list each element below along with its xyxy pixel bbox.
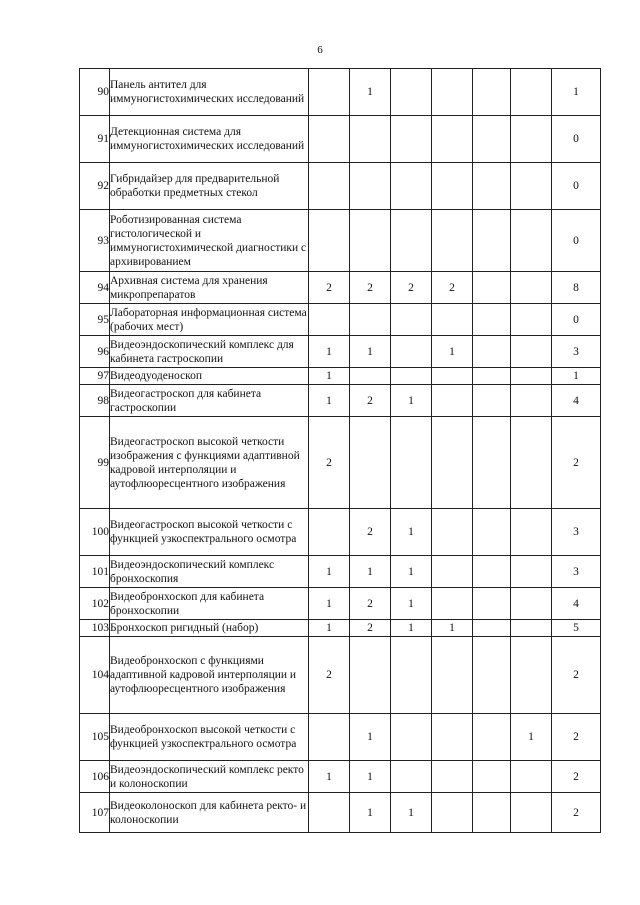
quantity-cell bbox=[473, 163, 511, 210]
row-number: 101 bbox=[80, 556, 110, 588]
quantity-cell bbox=[309, 210, 350, 272]
quantity-cell bbox=[432, 304, 473, 336]
quantity-cell bbox=[309, 509, 350, 556]
quantity-cell: 2 bbox=[309, 637, 350, 714]
quantity-cell bbox=[511, 163, 552, 210]
quantity-cell bbox=[473, 210, 511, 272]
quantity-cell: 1 bbox=[309, 368, 350, 385]
quantity-cell bbox=[473, 272, 511, 304]
quantity-cell bbox=[511, 509, 552, 556]
quantity-cell bbox=[511, 793, 552, 833]
quantity-cell bbox=[391, 714, 432, 761]
quantity-cell bbox=[473, 620, 511, 637]
quantity-cell bbox=[432, 368, 473, 385]
row-number: 100 bbox=[80, 509, 110, 556]
equipment-name: Видеогастроскоп для кабинета гастроскопии bbox=[110, 385, 309, 417]
quantity-cell bbox=[309, 163, 350, 210]
row-number: 102 bbox=[80, 588, 110, 620]
quantity-cell bbox=[432, 163, 473, 210]
equipment-name: Видеогастроскоп высокой четкости изображения с функциями адаптивной кадровой интерполяции и аутофлюоресцентного изображения bbox=[110, 417, 309, 509]
quantity-cell: 2 bbox=[350, 620, 391, 637]
quantity-cell bbox=[432, 116, 473, 163]
quantity-cell: 2 bbox=[350, 272, 391, 304]
quantity-cell bbox=[432, 385, 473, 417]
quantity-cell: 1 bbox=[350, 793, 391, 833]
quantity-cell bbox=[432, 210, 473, 272]
quantity-cell: 1 bbox=[350, 336, 391, 368]
quantity-cell bbox=[309, 116, 350, 163]
quantity-cell bbox=[473, 116, 511, 163]
quantity-cell bbox=[391, 210, 432, 272]
total-cell: 0 bbox=[552, 304, 601, 336]
equipment-name: Видеобронхоскоп для кабинета бронхоскопии bbox=[110, 588, 309, 620]
total-cell: 2 bbox=[552, 714, 601, 761]
equipment-name: Роботизированная система гистологической и иммуногистохимической диагностики с архивированием bbox=[110, 210, 309, 272]
quantity-cell bbox=[473, 304, 511, 336]
quantity-cell: 1 bbox=[350, 69, 391, 116]
total-cell: 2 bbox=[552, 417, 601, 509]
quantity-cell: 1 bbox=[309, 761, 350, 793]
quantity-cell bbox=[511, 588, 552, 620]
quantity-cell: 2 bbox=[432, 272, 473, 304]
total-cell: 2 bbox=[552, 761, 601, 793]
equipment-name: Детекционная система для иммуногистохимических исследований bbox=[110, 116, 309, 163]
table-row bbox=[80, 509, 601, 556]
row-number: 99 bbox=[80, 417, 110, 509]
table-row bbox=[80, 304, 601, 336]
equipment-name: Видеоэндоскопический комплекс ректо и колоноскопии bbox=[110, 761, 309, 793]
quantity-cell bbox=[391, 116, 432, 163]
quantity-cell: 1 bbox=[391, 620, 432, 637]
quantity-cell: 1 bbox=[432, 336, 473, 368]
equipment-name: Панель антител для иммуногистохимических исследований bbox=[110, 69, 309, 116]
table-row bbox=[80, 714, 601, 761]
quantity-cell bbox=[511, 556, 552, 588]
row-number: 106 bbox=[80, 761, 110, 793]
row-number: 91 bbox=[80, 116, 110, 163]
table-body bbox=[80, 69, 601, 833]
equipment-name: Бронхоскоп ригидный (набор) bbox=[110, 620, 309, 637]
equipment-name: Видеоколоноскоп для кабинета ректо- и колоноскопии bbox=[110, 793, 309, 833]
quantity-cell: 1 bbox=[309, 620, 350, 637]
row-number: 90 bbox=[80, 69, 110, 116]
quantity-cell bbox=[473, 714, 511, 761]
equipment-name: Гибридайзер для предварительной обработки предметных стекол bbox=[110, 163, 309, 210]
row-number: 94 bbox=[80, 272, 110, 304]
quantity-cell bbox=[391, 336, 432, 368]
quantity-cell bbox=[511, 637, 552, 714]
quantity-cell bbox=[432, 637, 473, 714]
table-row bbox=[80, 336, 601, 368]
total-cell: 3 bbox=[552, 556, 601, 588]
equipment-name: Лабораторная информационная система (рабочих мест) bbox=[110, 304, 309, 336]
table-row bbox=[80, 417, 601, 509]
quantity-cell bbox=[350, 637, 391, 714]
quantity-cell bbox=[432, 714, 473, 761]
row-number: 103 bbox=[80, 620, 110, 637]
total-cell: 3 bbox=[552, 509, 601, 556]
quantity-cell bbox=[350, 368, 391, 385]
equipment-name: Архивная система для хранения микропрепаратов bbox=[110, 272, 309, 304]
quantity-cell bbox=[511, 304, 552, 336]
table-row bbox=[80, 368, 601, 385]
quantity-cell bbox=[473, 368, 511, 385]
quantity-cell bbox=[309, 304, 350, 336]
equipment-table bbox=[79, 68, 601, 833]
table-row bbox=[80, 163, 601, 210]
quantity-cell: 1 bbox=[391, 588, 432, 620]
quantity-cell: 1 bbox=[309, 336, 350, 368]
quantity-cell: 1 bbox=[350, 556, 391, 588]
quantity-cell bbox=[432, 793, 473, 833]
quantity-cell: 1 bbox=[309, 588, 350, 620]
quantity-cell bbox=[511, 620, 552, 637]
row-number: 107 bbox=[80, 793, 110, 833]
quantity-cell bbox=[511, 69, 552, 116]
total-cell: 1 bbox=[552, 368, 601, 385]
quantity-cell bbox=[511, 336, 552, 368]
quantity-cell bbox=[473, 69, 511, 116]
quantity-cell bbox=[473, 588, 511, 620]
quantity-cell bbox=[473, 336, 511, 368]
quantity-cell: 1 bbox=[309, 556, 350, 588]
total-cell: 8 bbox=[552, 272, 601, 304]
quantity-cell bbox=[432, 556, 473, 588]
table-row bbox=[80, 69, 601, 116]
quantity-cell bbox=[511, 385, 552, 417]
row-number: 96 bbox=[80, 336, 110, 368]
quantity-cell bbox=[391, 637, 432, 714]
quantity-cell: 1 bbox=[350, 714, 391, 761]
quantity-cell: 2 bbox=[350, 588, 391, 620]
quantity-cell: 1 bbox=[432, 620, 473, 637]
quantity-cell bbox=[511, 417, 552, 509]
quantity-cell bbox=[511, 272, 552, 304]
equipment-name: Видеобронхоскоп высокой четкости с функцией узкоспектрального осмотра bbox=[110, 714, 309, 761]
quantity-cell bbox=[350, 116, 391, 163]
table-row bbox=[80, 793, 601, 833]
row-number: 105 bbox=[80, 714, 110, 761]
total-cell: 0 bbox=[552, 163, 601, 210]
table-row bbox=[80, 637, 601, 714]
equipment-name: Видеоэндоскопический комплекс бронхоскопия bbox=[110, 556, 309, 588]
quantity-cell bbox=[432, 69, 473, 116]
row-number: 98 bbox=[80, 385, 110, 417]
table-row bbox=[80, 116, 601, 163]
row-number: 97 bbox=[80, 368, 110, 385]
total-cell: 2 bbox=[552, 637, 601, 714]
quantity-cell: 2 bbox=[309, 272, 350, 304]
table-row bbox=[80, 761, 601, 793]
table-row bbox=[80, 210, 601, 272]
equipment-name: Видеогастроскоп высокой четкости с функцией узкоспектрального осмотра bbox=[110, 509, 309, 556]
quantity-cell: 1 bbox=[350, 761, 391, 793]
quantity-cell bbox=[473, 793, 511, 833]
quantity-cell bbox=[473, 556, 511, 588]
quantity-cell: 2 bbox=[350, 509, 391, 556]
row-number: 95 bbox=[80, 304, 110, 336]
quantity-cell bbox=[473, 509, 511, 556]
quantity-cell: 2 bbox=[391, 272, 432, 304]
quantity-cell bbox=[473, 637, 511, 714]
table-row bbox=[80, 385, 601, 417]
total-cell: 4 bbox=[552, 588, 601, 620]
quantity-cell bbox=[511, 368, 552, 385]
quantity-cell bbox=[350, 417, 391, 509]
equipment-name: Видеобронхоскоп с функциями адаптивной кадровой интерполяции и аутофлюоресцентного изображения bbox=[110, 637, 309, 714]
quantity-cell: 1 bbox=[391, 509, 432, 556]
quantity-cell bbox=[309, 714, 350, 761]
quantity-cell bbox=[432, 417, 473, 509]
table-row bbox=[80, 272, 601, 304]
quantity-cell: 2 bbox=[309, 417, 350, 509]
quantity-cell: 1 bbox=[391, 793, 432, 833]
quantity-cell bbox=[511, 116, 552, 163]
total-cell: 2 bbox=[552, 793, 601, 833]
quantity-cell bbox=[309, 793, 350, 833]
row-number: 93 bbox=[80, 210, 110, 272]
table-row bbox=[80, 588, 601, 620]
quantity-cell bbox=[432, 509, 473, 556]
quantity-cell bbox=[391, 761, 432, 793]
quantity-cell bbox=[391, 417, 432, 509]
row-number: 92 bbox=[80, 163, 110, 210]
quantity-cell bbox=[473, 761, 511, 793]
total-cell: 0 bbox=[552, 116, 601, 163]
quantity-cell bbox=[432, 588, 473, 620]
quantity-cell bbox=[391, 163, 432, 210]
quantity-cell bbox=[432, 761, 473, 793]
quantity-cell bbox=[391, 69, 432, 116]
quantity-cell bbox=[511, 761, 552, 793]
quantity-cell bbox=[391, 304, 432, 336]
quantity-cell: 2 bbox=[350, 385, 391, 417]
quantity-cell bbox=[391, 368, 432, 385]
quantity-cell: 1 bbox=[511, 714, 552, 761]
quantity-cell: 1 bbox=[391, 385, 432, 417]
total-cell: 0 bbox=[552, 210, 601, 272]
total-cell: 4 bbox=[552, 385, 601, 417]
total-cell: 5 bbox=[552, 620, 601, 637]
page-number: 6 bbox=[317, 44, 323, 56]
quantity-cell bbox=[350, 304, 391, 336]
table-row bbox=[80, 620, 601, 637]
quantity-cell bbox=[511, 210, 552, 272]
row-number: 104 bbox=[80, 637, 110, 714]
quantity-cell bbox=[473, 385, 511, 417]
table-row bbox=[80, 556, 601, 588]
quantity-cell: 1 bbox=[391, 556, 432, 588]
quantity-cell bbox=[350, 210, 391, 272]
total-cell: 3 bbox=[552, 336, 601, 368]
quantity-cell bbox=[309, 69, 350, 116]
quantity-cell bbox=[473, 417, 511, 509]
total-cell: 1 bbox=[552, 69, 601, 116]
quantity-cell: 1 bbox=[309, 385, 350, 417]
quantity-cell bbox=[350, 163, 391, 210]
equipment-name: Видеодуоденоскоп bbox=[110, 368, 309, 385]
equipment-name: Видеоэндоскопический комплекс для кабинета гастроскопии bbox=[110, 336, 309, 368]
